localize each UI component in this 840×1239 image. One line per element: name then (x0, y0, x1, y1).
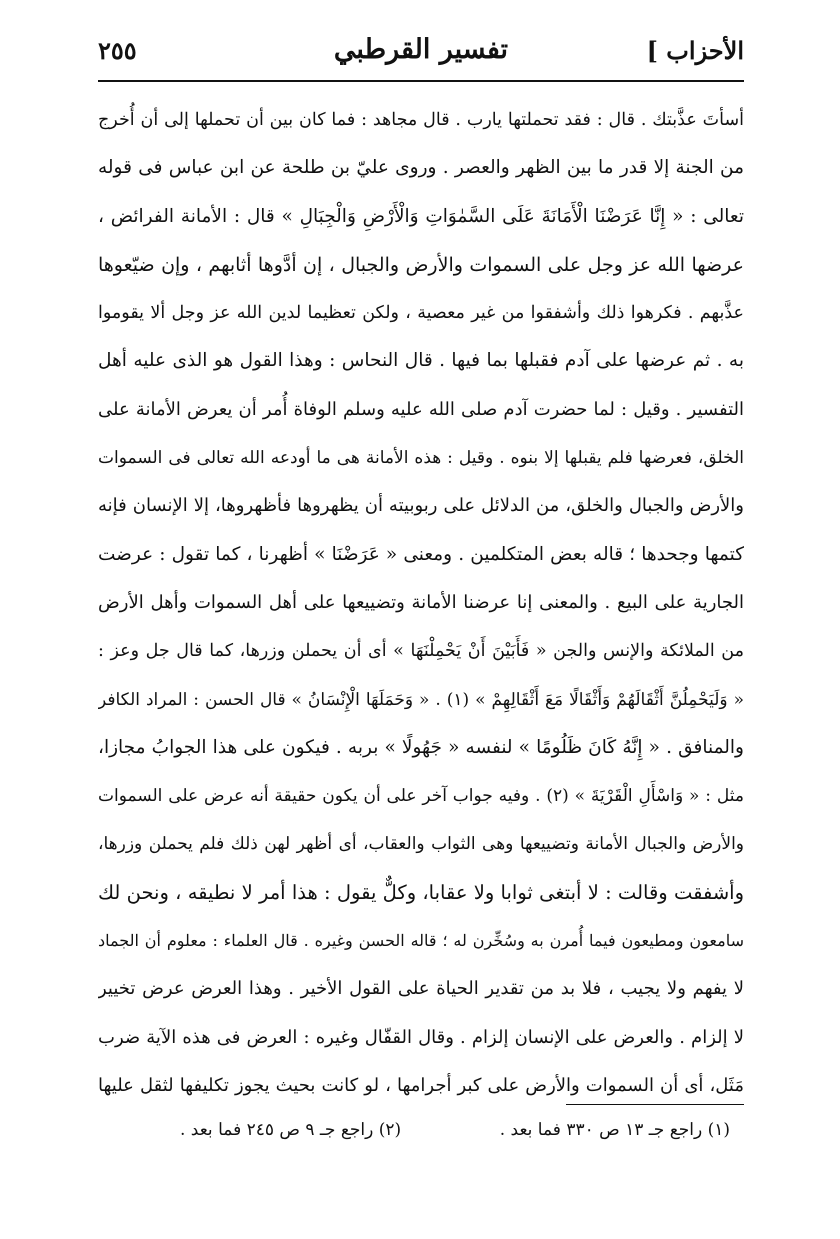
text-line: سامعون ومطيعون فيما أُمرن به وسُخِّرن له ؛ قاله الحسن وغيره . قال العلماء : معلوم أن الجماد (98, 931, 744, 951)
footnote-1: (١) راجع جـ ١٣ ص ٣٣٠ فما بعد . (499, 1120, 730, 1140)
text-line: الخلق، فعرضها فلم يقبلها إلا بنوه . وقيل : هذه الأمانة هى ما أودعه الله تعالى فى السموات (98, 448, 744, 469)
text-line: وأشفقت وقالت : لا أبتغى ثوابا ولا عقابا، وكلٌّ يقول : هذا أمر لا نطيقه ، ونحن لك (98, 880, 744, 904)
text-line: التفسير . وقيل : لما حضرت آدم صلى الله عليه وسلم الوفاة أُمر أن يعرض الأمانة على (98, 398, 744, 420)
text-line: والأرض والجبال والخلق، من الدلائل على ربوبيته أن يظهروها فأظهروها، إلا الإنسان فإنه (98, 495, 744, 517)
text-line: أسأتَ عذَّبتك . قال : فقد تحملتها يارب . قال مجاهد : فما كان بين أن تحملها إلى أن أُخرج (98, 110, 744, 130)
text-line: تعالى : « إِنَّا عَرَضْنَا الْأَمَانَةَ عَلَى السَّمٰوَاتِ وَالْأَرْضِ وَالْجِبَالِ » قال : الأمانة الفرائض ، (98, 205, 744, 227)
text-line: والأرض والجبال الأمانة وتضييعها وهى الثواب والعقاب، أى أظهر لهن ذلك فلم يحملن وزرها، (98, 834, 744, 855)
body-text (98, 96, 744, 1110)
text-line: به . ثم عرضها على آدم فقبلها بما فيها . قال النحاس : وهذا القول هو الذى عليه أهل (98, 350, 744, 372)
footnote-2: (٢) راجع جـ ٩ ص ٢٤٥ فما بعد . (180, 1120, 402, 1140)
page-header (98, 30, 744, 76)
text-line: عرضها الله عز وجل على السموات والأرض والجبال ، إن أدَّوها أثابهم ، وإن ضيّعوها (98, 253, 744, 276)
text-line: مَثَل، أى أن السموات والأرض على كبر أجرامها ، لو كانت بحيث يجوز تكليفها لثقل عليها (98, 1074, 744, 1096)
text-line: عذَّبهم . فكرهوا ذلك وأشفقوا من غير معصية ، ولكن تعظيما لدين الله عز وجل ألا يقوموا (98, 303, 744, 324)
book-title: تفسير القرطبي (333, 34, 509, 65)
text-line: لا يفهم ولا يجيب ، فلا بد من تقدير الحياة على القول الأخير . وهذا العرض عرض تخيير (98, 978, 744, 1000)
footnote-divider (566, 1104, 744, 1105)
footnotes (160, 1112, 730, 1148)
text-line: من الجنة إلا قدر ما بين الظهر والعصر . وروى عليّ بن طلحة عن ابن عباس فى قوله (98, 157, 744, 179)
text-line: مثل : « وَاسْأَلِ الْقَرْيَةَ » (٢) . وفيه جواب آخر على أن يكون حقيقة أنه عرض على السموات (98, 786, 744, 807)
text-line: كتمها وجحدها ؛ قاله بعض المتكلمين . ومعنى « عَرَضْنَا » أظهرنا ، كما تقول : عرضت (98, 543, 744, 565)
text-line: لا إلزام . والعرض على الإنسان إلزام . وقال القفّال وغيره : العرض فى هذه الآية ضرب (98, 1026, 744, 1048)
text-line: « وَلَيَحْمِلُنَّ أَثْقَالَهُمْ وَأَثْقَالًا مَعَ أَثْقَالِهِمْ » (١) . « وَحَمَلَهَا الْإِنْسَانُ » قال الحسن : المراد الكافر (98, 689, 744, 710)
page-number: ٢٥٥ (98, 36, 137, 65)
text-line: من الملائكة والإنس والجن « فَأَبَيْنَ أَنْ يَحْمِلْنَهَا » أى أن يحملن وزرها، كما قال جل وعز : (98, 641, 744, 662)
text-line: الجارية على البيع . والمعنى إنا عرضنا الأمانة وتضييعها على أهل السموات وأهل الأرض (98, 591, 744, 613)
text-line: والمنافق . « إِنَّهُ كَانَ ظَلُومًا » لنفسه « جَهُولًا » بربه . فيكون على هذا الجوابُ مجازا، (98, 736, 744, 758)
surah-name: الأحزاب ] (646, 36, 744, 65)
header-divider (98, 80, 744, 82)
